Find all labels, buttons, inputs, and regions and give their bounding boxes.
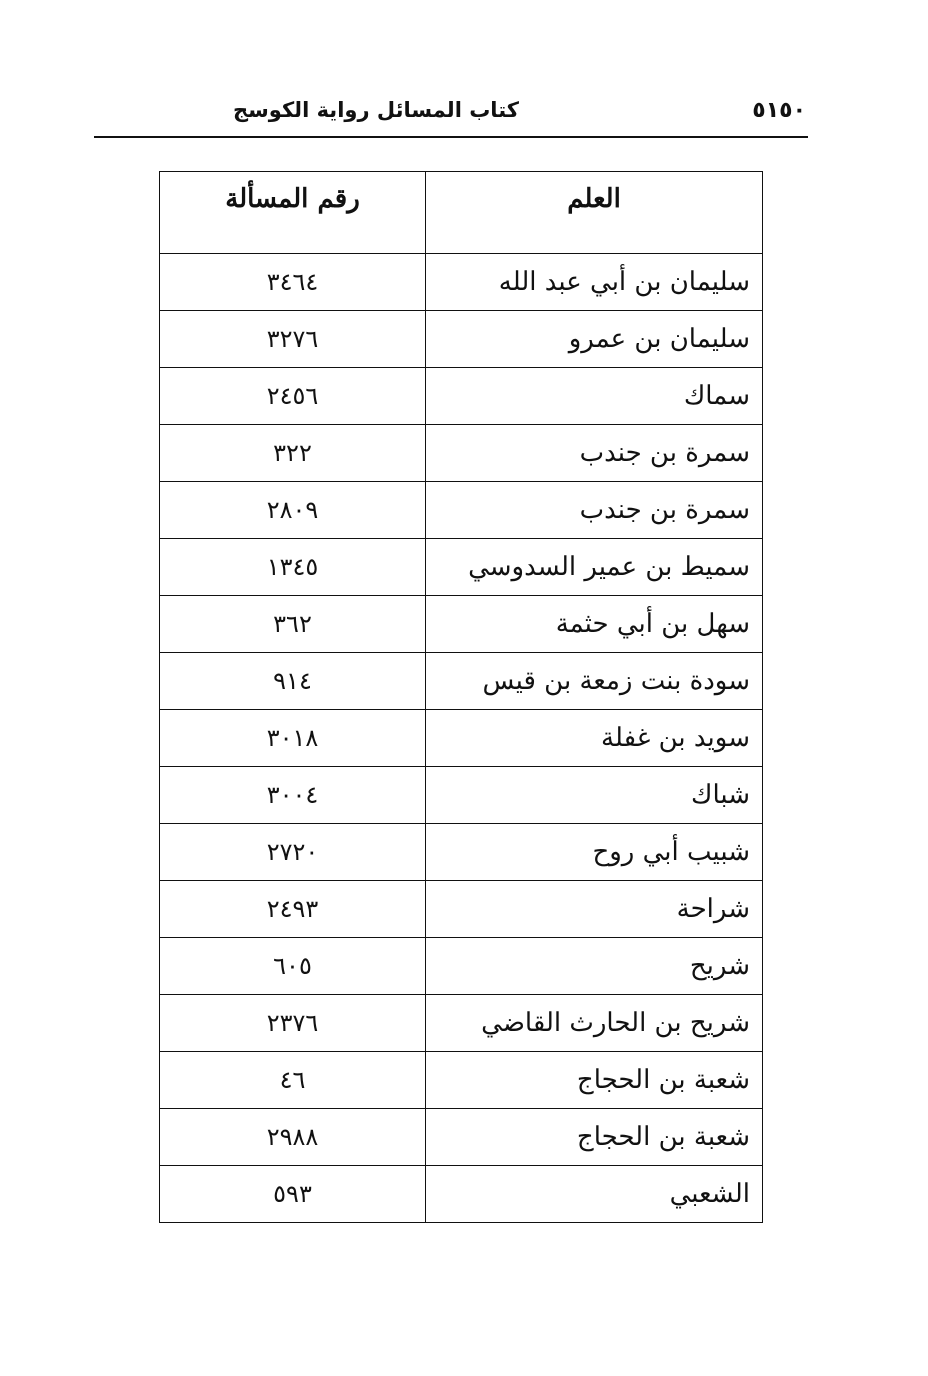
number-cell: ٢٣٧٦	[160, 995, 426, 1052]
table-row	[160, 1166, 763, 1223]
name-cell: سماك	[426, 368, 763, 425]
table-row	[160, 368, 763, 425]
name-cell: سويد بن غفلة	[426, 710, 763, 767]
number-cell: ٣٦٢	[160, 596, 426, 653]
table-row	[160, 254, 763, 311]
names-index-table	[159, 171, 763, 1223]
number-cell: ٣٢٢	[160, 425, 426, 482]
table-row	[160, 995, 763, 1052]
header-name: العلم	[426, 172, 763, 254]
table-row	[160, 596, 763, 653]
table-row	[160, 1109, 763, 1166]
table-header-row	[160, 172, 763, 254]
name-cell: شعبة بن الحجاج	[426, 1052, 763, 1109]
name-cell: سليمان بن عمرو	[426, 311, 763, 368]
name-cell: شراحة	[426, 881, 763, 938]
name-cell: سمرة بن جندب	[426, 482, 763, 539]
name-cell: سليمان بن أبي عبد الله	[426, 254, 763, 311]
number-cell: ٣٤٦٤	[160, 254, 426, 311]
number-cell: ٤٦	[160, 1052, 426, 1109]
name-cell: سهل بن أبي حثمة	[426, 596, 763, 653]
number-cell: ٥٩٣	[160, 1166, 426, 1223]
table-row	[160, 938, 763, 995]
table-row	[160, 710, 763, 767]
number-cell: ٢٨٠٩	[160, 482, 426, 539]
table-row	[160, 824, 763, 881]
table-row	[160, 539, 763, 596]
name-cell: سودة بنت زمعة بن قيس	[426, 653, 763, 710]
name-cell: شريح بن الحارث القاضي	[426, 995, 763, 1052]
name-cell: شباك	[426, 767, 763, 824]
table-row	[160, 881, 763, 938]
page-number: ٥١٥٠	[752, 98, 806, 123]
page-header	[94, 96, 808, 138]
number-cell: ٣٠٠٤	[160, 767, 426, 824]
name-cell: شعبة بن الحجاج	[426, 1109, 763, 1166]
table-row	[160, 1052, 763, 1109]
table-row	[160, 425, 763, 482]
name-cell: سمرة بن جندب	[426, 425, 763, 482]
number-cell: ٦٠٥	[160, 938, 426, 995]
number-cell: ٢٤٥٦	[160, 368, 426, 425]
number-cell: ٢٩٨٨	[160, 1109, 426, 1166]
number-cell: ٢٧٢٠	[160, 824, 426, 881]
name-cell: شريح	[426, 938, 763, 995]
name-cell: شبيب أبي روح	[426, 824, 763, 881]
table-row	[160, 311, 763, 368]
number-cell: ٢٤٩٣	[160, 881, 426, 938]
name-cell: سميط بن عمير السدوسي	[426, 539, 763, 596]
table-row	[160, 482, 763, 539]
number-cell: ٣٠١٨	[160, 710, 426, 767]
number-cell: ١٣٤٥	[160, 539, 426, 596]
number-cell: ٣٢٧٦	[160, 311, 426, 368]
table-row	[160, 653, 763, 710]
number-cell: ٩١٤	[160, 653, 426, 710]
table-row	[160, 767, 763, 824]
header-number: رقم المسألة	[160, 172, 426, 254]
running-title: كتاب المسائل رواية الكوسج	[233, 98, 519, 122]
name-cell: الشعبي	[426, 1166, 763, 1223]
